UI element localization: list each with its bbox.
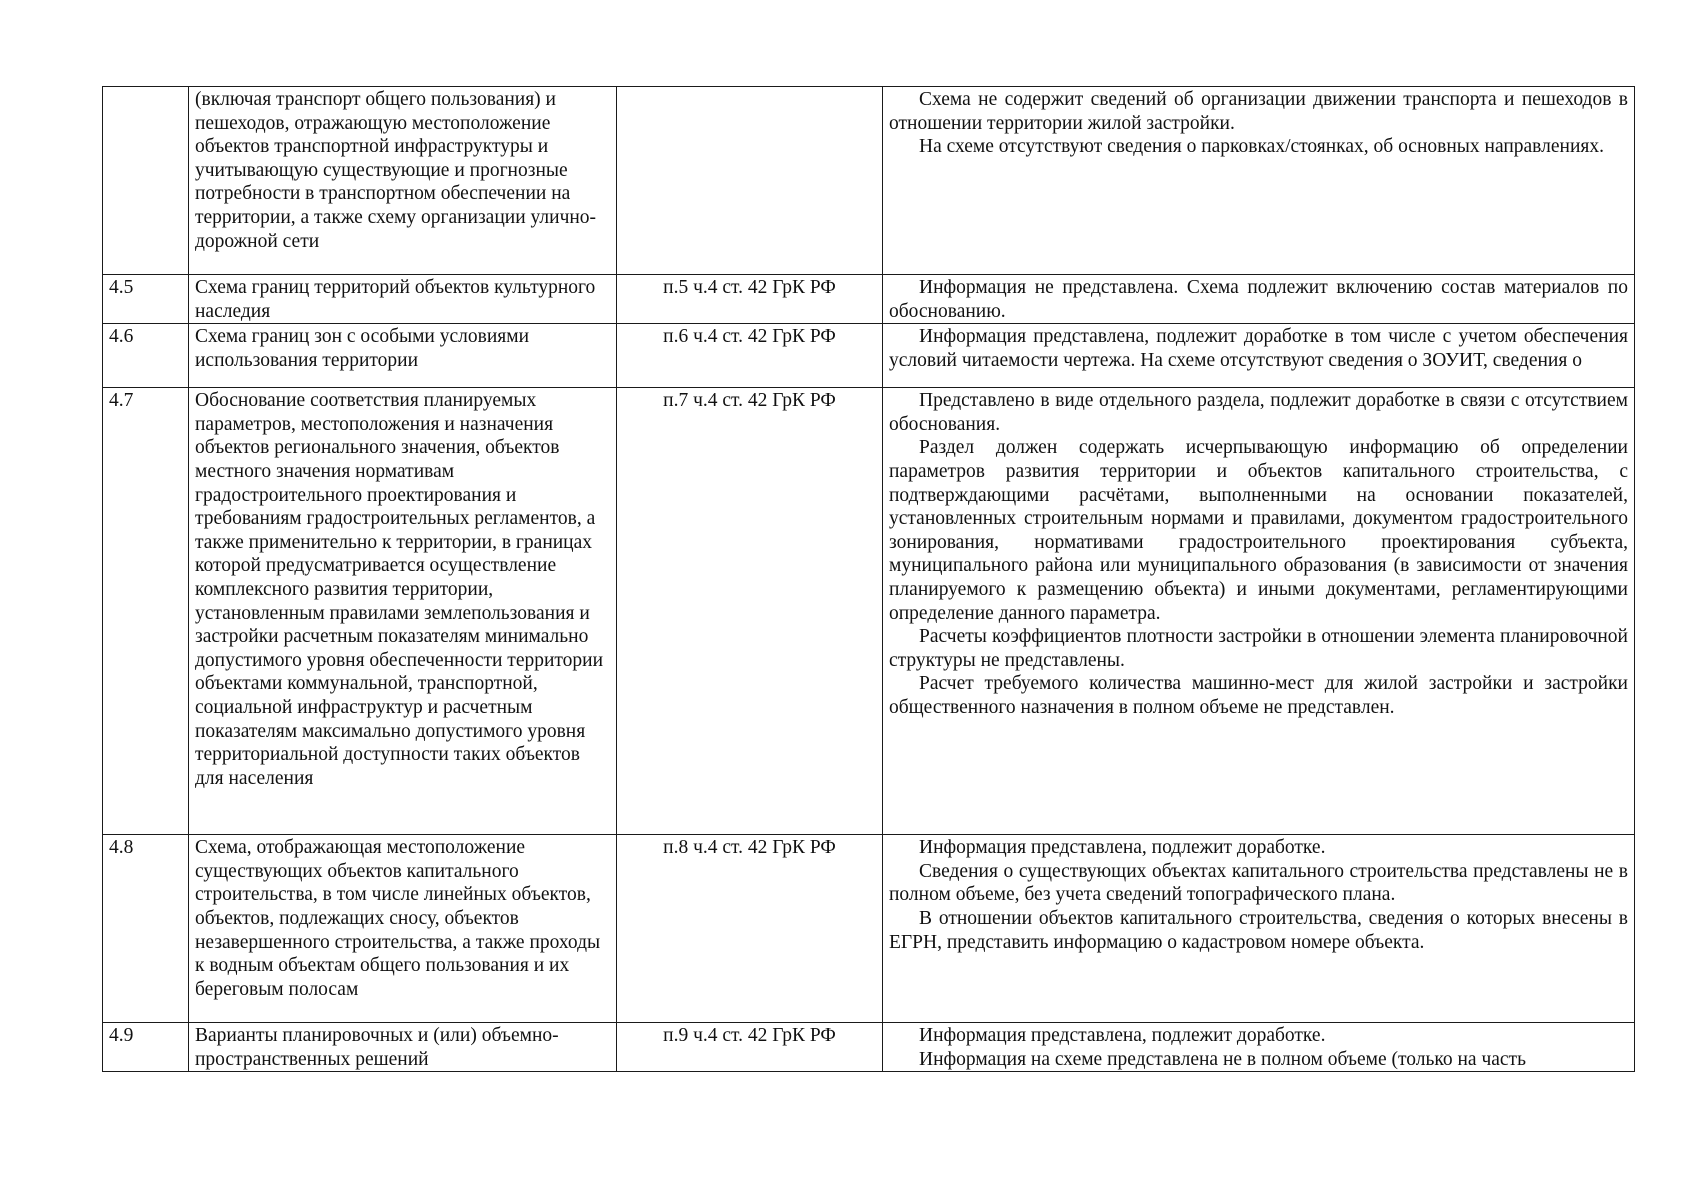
legal-reference-cell: п.9 ч.4 ст. 42 ГрК РФ bbox=[617, 1023, 883, 1072]
remark-paragraph: На схеме отсутствуют сведения о парковках/стоянках, об основных направлениях. bbox=[919, 136, 1604, 158]
table-row bbox=[103, 1023, 1635, 1072]
review-table bbox=[102, 86, 1635, 1072]
remark-paragraph: Раздел должен содержать исчерпывающую информацию об определении параметров развития территории и объектов капитального строительства, с подтверждающими расчётами, выполненными на основании показателей, установленных строительным нормами и правилами, документом градостроительного зонирования, нормативами градостроительного проектирования субъекта, муниципального района или муниципального образования (в зависимости от значения планируемого к размещению объекта) и иными документами, регламентирующими определение данного параметра. bbox=[889, 437, 1628, 624]
legal-reference-cell: п.7 ч.4 ст. 42 ГрК РФ bbox=[617, 388, 883, 835]
item-name-cell: Обоснование соответствия планируемых параметров, местоположения и назначения объектов регионального значения, объектов местного значения нормативам градостроительного проектирования и требованиям градостроительных регламентов, а также применительно к территории, в границах которой предусматривается осуществление комплексного развития территории, установленным правилами землепользования и застройки расчетным показателям минимально допустимого уровня обеспеченности территории объектами коммунальной, транспортной, социальной инфраструктур и расчетным показателям максимально допустимого уровня территориальной доступности таких объектов для населения bbox=[189, 388, 617, 835]
remark-paragraph: Информация представлена, подлежит доработке. bbox=[919, 1025, 1326, 1047]
item-number-cell bbox=[103, 87, 189, 275]
remarks-cell bbox=[883, 87, 1635, 275]
item-name-cell: Схема границ зон с особыми условиями использования территории bbox=[189, 324, 617, 388]
item-number-cell: 4.8 bbox=[103, 835, 189, 1023]
item-name-cell: Схема границ территорий объектов культурного наследия bbox=[189, 275, 617, 324]
remark-paragraph: Сведения о существующих объектах капитального строительства представлены не в полном объеме, без учета сведений топографического плана. bbox=[889, 860, 1628, 906]
remark-paragraph: Информация не представлена. Схема подлежит включению состав материалов по обоснованию. bbox=[889, 277, 1628, 322]
item-number-cell: 4.5 bbox=[103, 275, 189, 324]
item-name-cell: Схема, отображающая местоположение существующих объектов капитального строительства, в том числе линейных объектов, объектов, подлежащих сносу, объектов незавершенного строительства, а также проходы к водным объектам общего пользования и их береговым полосам bbox=[189, 835, 617, 1023]
remark-paragraph: В отношении объектов капитального строительства, сведения о которых внесены в ЕГРН, представить информацию о кадастровом номере объекта. bbox=[889, 907, 1628, 953]
remark-paragraph: Расчеты коэффициентов плотности застройки в отношении элемента планировочной структуры не представлены. bbox=[889, 626, 1628, 671]
table-row bbox=[103, 388, 1635, 835]
remarks-cell bbox=[883, 324, 1635, 388]
legal-reference-cell: п.8 ч.4 ст. 42 ГрК РФ bbox=[617, 835, 883, 1023]
table-row bbox=[103, 275, 1635, 324]
item-number-cell: 4.6 bbox=[103, 324, 189, 388]
remark-paragraph: Схема не содержит сведений об организации движении транспорта и пешеходов в отношении территории жилой застройки. bbox=[889, 89, 1628, 134]
item-number-cell: 4.7 bbox=[103, 388, 189, 835]
remarks-cell bbox=[883, 388, 1635, 835]
remark-paragraph: Информация на схеме представлена не в полном объеме (только на часть bbox=[919, 1048, 1526, 1070]
remark-paragraph: Представлено в виде отдельного раздела, подлежит доработке в связи с отсутствием обоснования. bbox=[889, 390, 1628, 435]
table-row bbox=[103, 324, 1635, 388]
remarks-cell bbox=[883, 275, 1635, 324]
remarks-cell bbox=[883, 835, 1635, 1023]
legal-reference-cell bbox=[617, 87, 883, 275]
table-row bbox=[103, 835, 1635, 1023]
item-name-cell: (включая транспорт общего пользования) и пешеходов, отражающую местоположение объектов транспортной инфраструктуры и учитывающую существующие и прогнозные потребности в транспортном обеспечении на территории, а также схему организации улично-дорожной сети bbox=[189, 87, 617, 275]
item-name-cell: Варианты планировочных и (или) объемно-пространственных решений bbox=[189, 1023, 617, 1072]
remarks-cell bbox=[883, 1023, 1635, 1072]
item-number-cell: 4.9 bbox=[103, 1023, 189, 1072]
table-row bbox=[103, 87, 1635, 275]
remark-paragraph: Информация представлена, подлежит доработке. bbox=[919, 837, 1326, 859]
legal-reference-cell: п.6 ч.4 ст. 42 ГрК РФ bbox=[617, 324, 883, 388]
legal-reference-cell: п.5 ч.4 ст. 42 ГрК РФ bbox=[617, 275, 883, 324]
remark-paragraph: Информация представлена, подлежит доработке в том числе с учетом обеспечения условий читаемости чертежа. На схеме отсутствуют сведения о ЗОУИТ, сведения о bbox=[889, 326, 1628, 371]
remark-paragraph: Расчет требуемого количества машинно-мест для жилой застройки и застройки общественного назначения в полном объеме не представлен. bbox=[889, 673, 1628, 718]
